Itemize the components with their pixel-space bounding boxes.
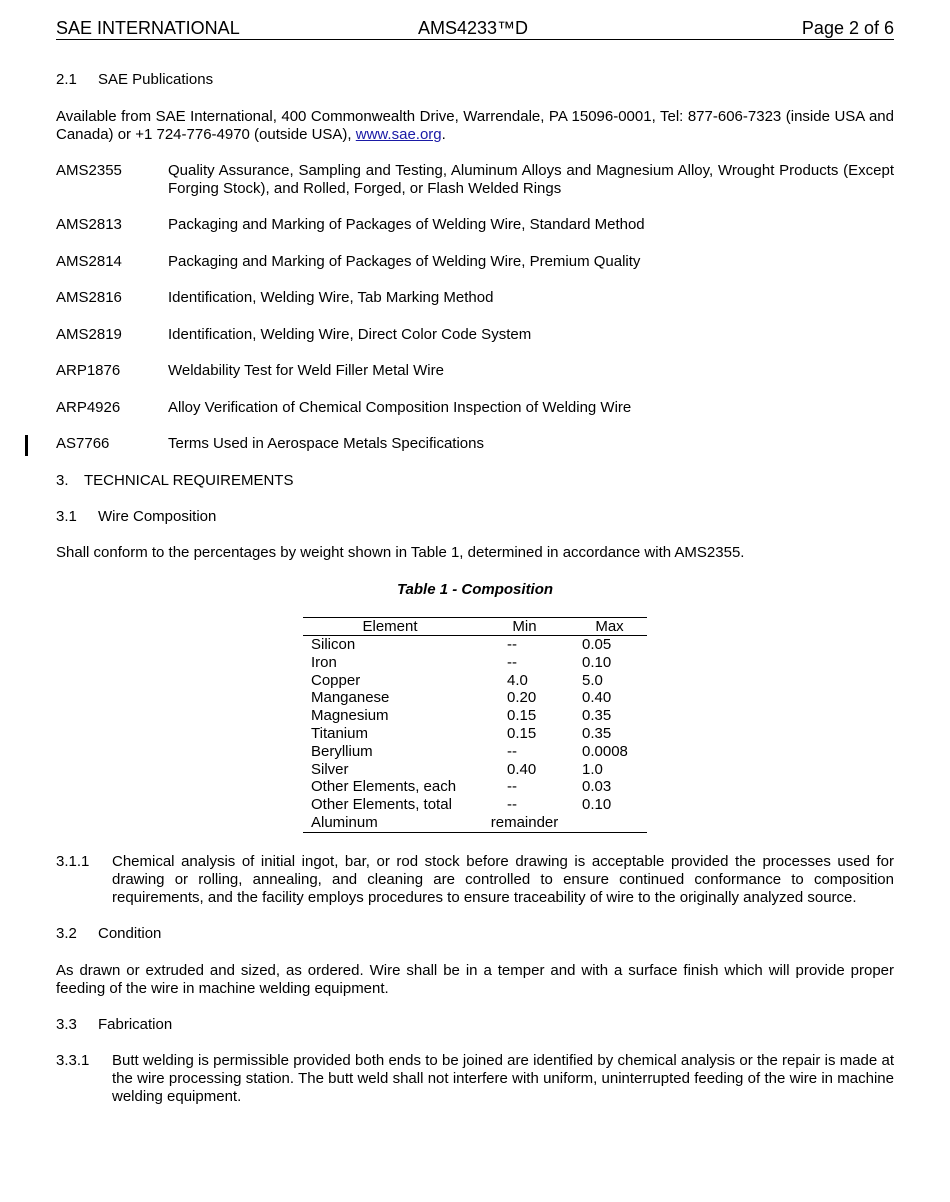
reference-title: Terms Used in Aerospace Metals Specifications bbox=[168, 435, 484, 452]
table-cell: 0.35 bbox=[582, 724, 612, 742]
table-row bbox=[303, 672, 647, 690]
table-cell: 0.03 bbox=[582, 778, 612, 796]
table-cell: -- bbox=[507, 796, 517, 814]
reference-title: Packaging and Marking of Packages of Welding Wire, Premium Quality bbox=[168, 253, 641, 270]
section-text: Butt welding is permissible provided both ends to be joined are identified by chemical analysis or the repair is made at the wire processing station. The butt weld shall not interfere with uniform, uninterrupted feeding of the wire in machine welding equipment. bbox=[112, 1052, 894, 1105]
table-header-row bbox=[303, 618, 647, 636]
section-3-2-heading bbox=[56, 925, 161, 943]
section-title: Fabrication bbox=[98, 1016, 173, 1033]
availability-text: Available from SAE International, 400 Commonwealth Drive, Warrendale, PA 15096-0001, Tel: 877-606-7323 (inside USA and Canada) or +1 724-776-4970 (outside USA), bbox=[56, 108, 894, 143]
section-number: 3.1.1 bbox=[56, 853, 90, 870]
section-number: 3.2 bbox=[56, 925, 77, 942]
table-cell: 0.15 bbox=[507, 724, 537, 742]
table-cell: 5.0 bbox=[582, 671, 603, 689]
reference-item bbox=[56, 216, 894, 234]
table-cell: Titanium bbox=[311, 724, 368, 742]
page-header bbox=[56, 17, 894, 40]
column-header: Min bbox=[477, 618, 572, 636]
reference-title: Alloy Verification of Chemical Composition Inspection of Welding Wire bbox=[168, 399, 632, 416]
reference-code: AMS2813 bbox=[56, 216, 122, 233]
reference-item bbox=[56, 253, 894, 271]
availability-end: . bbox=[441, 126, 446, 143]
reference-item bbox=[56, 435, 894, 453]
composition-intro: Shall conform to the percentages by weight shown in Table 1, determined in accordance with AMS2355. bbox=[56, 544, 745, 561]
table-cell: 0.15 bbox=[507, 707, 537, 725]
reference-title: Weldability Test for Weld Filler Metal Wire bbox=[168, 362, 444, 379]
section-number: 3.3 bbox=[56, 1016, 77, 1033]
table-row bbox=[303, 636, 647, 654]
table-row bbox=[303, 796, 647, 814]
column-header: Element bbox=[303, 618, 477, 636]
table-cell: Other Elements, total bbox=[311, 796, 452, 814]
table-cell: 0.40 bbox=[582, 689, 612, 707]
table-cell: 0.40 bbox=[507, 760, 537, 778]
table-cell: Silicon bbox=[311, 636, 356, 653]
table-cell: 1.0 bbox=[582, 760, 603, 778]
table-cell: -- bbox=[507, 653, 517, 671]
table-row bbox=[303, 654, 647, 672]
reference-code: AMS2819 bbox=[56, 326, 122, 343]
section-title: Wire Composition bbox=[98, 508, 217, 525]
table-cell: 0.10 bbox=[582, 796, 612, 814]
table-cell: Other Elements, each bbox=[311, 778, 457, 796]
section-2-1-heading bbox=[56, 71, 213, 89]
table-cell: 4.0 bbox=[507, 671, 528, 689]
table-cell: Manganese bbox=[311, 689, 390, 707]
reference-code: AS7766 bbox=[56, 435, 110, 452]
section-3-1-1 bbox=[56, 853, 894, 907]
table-row bbox=[303, 761, 647, 779]
table-row bbox=[303, 689, 647, 707]
reference-item bbox=[56, 326, 894, 344]
reference-code: AMS2814 bbox=[56, 253, 122, 270]
table-row bbox=[303, 707, 647, 725]
table-caption: Table 1 - Composition bbox=[396, 581, 554, 598]
reference-code: AMS2355 bbox=[56, 162, 122, 179]
section-3-heading bbox=[56, 472, 293, 490]
table-cell: 0.10 bbox=[582, 653, 612, 671]
column-header: Max bbox=[572, 618, 647, 636]
table-row bbox=[303, 743, 647, 761]
table-row bbox=[303, 778, 647, 796]
reference-item bbox=[56, 162, 894, 198]
table-cell: Aluminum bbox=[303, 814, 477, 832]
reference-code: ARP1876 bbox=[56, 362, 121, 379]
section-title: SAE Publications bbox=[98, 71, 214, 88]
header-doc-number: AMS4233™D bbox=[418, 18, 529, 38]
reference-code: ARP4926 bbox=[56, 399, 121, 416]
table-row bbox=[303, 725, 647, 743]
table-cell: Copper bbox=[311, 671, 361, 689]
table-cell: remainder bbox=[477, 814, 572, 832]
table-cell bbox=[572, 814, 647, 832]
reference-item bbox=[56, 399, 894, 417]
composition-table bbox=[303, 617, 647, 833]
section-title: TECHNICAL REQUIREMENTS bbox=[84, 472, 294, 489]
table-cell: -- bbox=[507, 636, 517, 653]
revision-change-bar bbox=[25, 435, 28, 456]
section-title: Condition bbox=[98, 925, 162, 942]
section-number: 2.1 bbox=[56, 71, 77, 88]
table-cell: -- bbox=[507, 778, 517, 796]
section-number: 3.1 bbox=[56, 508, 77, 525]
table-cell: 0.20 bbox=[507, 689, 537, 707]
sae-website-link[interactable]: www.sae.org bbox=[355, 126, 442, 143]
table-cell: -- bbox=[507, 742, 517, 760]
reference-title: Packaging and Marking of Packages of Welding Wire, Standard Method bbox=[168, 216, 645, 233]
section-number: 3. bbox=[56, 472, 69, 489]
table-cell: Magnesium bbox=[311, 707, 389, 725]
header-org: SAE INTERNATIONAL bbox=[56, 18, 240, 38]
table-cell: 0.0008 bbox=[582, 742, 628, 760]
reference-title: Identification, Welding Wire, Tab Marking Method bbox=[168, 289, 494, 306]
reference-item bbox=[56, 289, 894, 307]
reference-code: AMS2816 bbox=[56, 289, 122, 306]
reference-item bbox=[56, 362, 894, 380]
table-row bbox=[303, 814, 647, 832]
condition-paragraph: As drawn or extruded and sized, as ordered. Wire shall be in a temper and with a surface finish which will provide proper feeding of the wire in machine welding equipment. bbox=[56, 962, 894, 997]
section-text: Chemical analysis of initial ingot, bar, or rod stock before drawing is acceptable provided the processes used for drawing or rolling, annealing, and cleaning are controlled to ensure continued conformance to composition requirements, and the facility employs procedures to ensure traceability of wire to the originally analyzed source. bbox=[112, 853, 894, 906]
table-cell: Iron bbox=[311, 653, 337, 671]
table-cell: 0.35 bbox=[582, 707, 612, 725]
section-number: 3.3.1 bbox=[56, 1052, 90, 1069]
availability-paragraph bbox=[56, 108, 894, 144]
reference-title: Quality Assurance, Sampling and Testing, Aluminum Alloys and Magnesium Alloy, Wrought Products (Except Forging Stock), and Rolled, Forged, or Flash Welded Rings bbox=[168, 162, 894, 197]
reference-title: Identification, Welding Wire, Direct Color Code System bbox=[168, 326, 532, 343]
header-page-number: Page 2 of 6 bbox=[801, 18, 894, 38]
section-3-3-1 bbox=[56, 1052, 894, 1106]
table-cell: Beryllium bbox=[311, 742, 373, 760]
section-3-1-heading bbox=[56, 508, 216, 526]
section-3-3-heading bbox=[56, 1016, 172, 1034]
table-cell: 0.05 bbox=[582, 636, 612, 653]
table-cell: Silver bbox=[311, 760, 349, 778]
